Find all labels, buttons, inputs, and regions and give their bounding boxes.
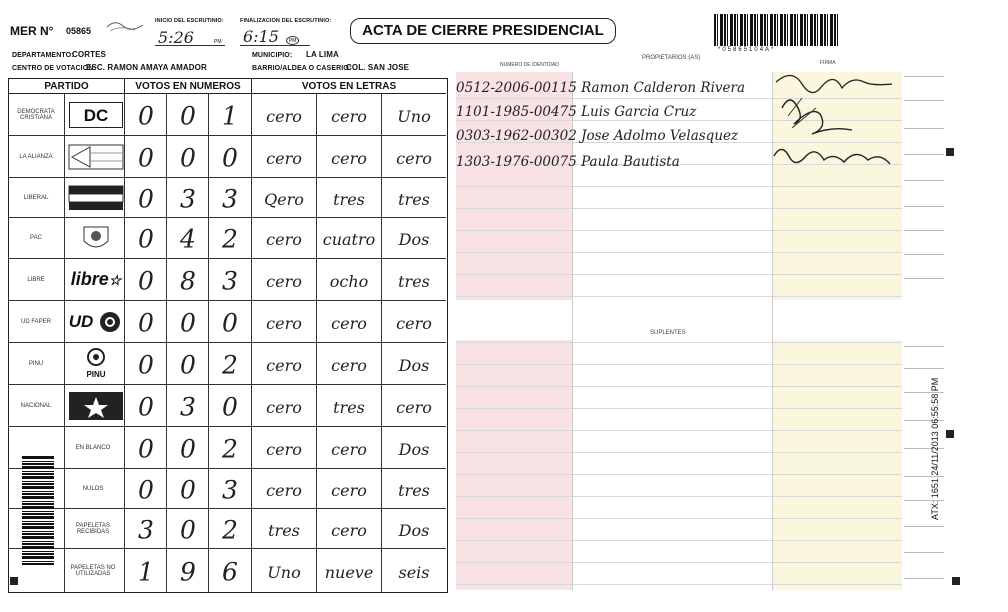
vote-digit: 3 [180, 184, 196, 214]
vote-digit: 2 [222, 515, 238, 545]
vote-word: tres [398, 189, 430, 209]
table-row [9, 549, 446, 592]
vote-word: cero [331, 439, 367, 459]
party-logo [67, 392, 125, 420]
member-entry: 0303-1962-00302 Jose Adolmo Velasquez [456, 128, 739, 144]
registration-mark [946, 148, 954, 156]
vote-digit: 3 [222, 475, 238, 505]
party-name: UD FAPER [20, 318, 51, 325]
inicio-label: INICIO DEL ESCRUTINIO: [155, 18, 224, 24]
row-divider [166, 427, 167, 468]
member-row-line [456, 208, 902, 209]
signatures [772, 68, 902, 178]
vote-word: Dos [398, 439, 430, 459]
row-divider [166, 178, 167, 217]
role-label [904, 278, 944, 279]
row-divider [124, 218, 125, 258]
vote-digit: 0 [180, 434, 196, 464]
row-divider [166, 301, 167, 342]
centro-label: CENTRO DE VOTACION: [12, 65, 96, 72]
row-divider [124, 178, 125, 217]
row-divider [64, 343, 65, 384]
role-label [904, 526, 944, 527]
row-divider [124, 259, 125, 300]
party-logo [67, 308, 125, 336]
registration-mark [946, 430, 954, 438]
row-divider [208, 427, 209, 468]
vote-digit: 9 [180, 557, 196, 587]
row-divider [64, 178, 65, 217]
vote-digit: 0 [138, 266, 154, 296]
role-label [904, 230, 944, 231]
inicio-ampm: PM [214, 39, 222, 45]
row-divider [166, 218, 167, 258]
vote-word: cero [331, 480, 367, 500]
row-label: EN BLANCO [75, 444, 111, 451]
row-divider [208, 259, 209, 300]
vote-word: Dos [398, 355, 430, 375]
member-entry: 1303-1976-00075 Paula Bautista [456, 154, 680, 170]
table-row [9, 509, 446, 549]
vote-digit: 0 [180, 515, 196, 545]
vote-digit: 0 [138, 392, 154, 422]
row-divider [166, 259, 167, 300]
member-row-line [456, 342, 902, 343]
vote-word: cero [331, 148, 367, 168]
vote-digit: 4 [180, 224, 196, 254]
vote-word: cero [266, 480, 302, 500]
member-row-line [456, 518, 902, 519]
vote-digit: 0 [138, 143, 154, 173]
vote-word: cero [266, 271, 302, 291]
firma-label: FIRMA [820, 60, 836, 66]
member-row-line [456, 430, 902, 431]
stamp-mark [105, 17, 145, 35]
row-divider [166, 509, 167, 548]
member-entry: 1101-1985-00475 Luis Garcia Cruz [456, 104, 697, 120]
vote-digit: 0 [180, 350, 196, 380]
member-row-line [456, 408, 902, 409]
vote-word: tres [398, 271, 430, 291]
row-divider [124, 301, 125, 342]
row-label: PAPELETAS RECIBIDAS [75, 522, 111, 535]
table-row [9, 427, 446, 469]
propietarios-label: PROPIETARIOS (AS) [642, 55, 701, 61]
barrio-value: COL. SAN JOSE [346, 63, 410, 72]
vote-digit: 0 [138, 434, 154, 464]
vote-digit: 0 [180, 101, 196, 131]
vote-digit: 2 [222, 350, 238, 380]
role-label [904, 346, 944, 347]
vote-digit: 3 [222, 184, 238, 214]
vote-word: Dos [398, 230, 430, 250]
row-divider [208, 94, 209, 135]
registration-mark [10, 577, 18, 585]
vote-word: Dos [398, 520, 430, 540]
role-label [904, 206, 944, 207]
vote-digit: 3 [222, 266, 238, 296]
party-name: NACIONAL [20, 402, 52, 409]
member-row-line [456, 186, 902, 187]
row-divider [124, 136, 125, 177]
table-row [9, 178, 446, 218]
member-row-line [456, 452, 902, 453]
municipio-label: MUNICIPIO: [252, 52, 293, 59]
role-label [904, 552, 944, 553]
table-row [9, 343, 446, 385]
row-divider [208, 385, 209, 426]
role-label [904, 76, 944, 77]
vote-digit: 1 [222, 101, 238, 131]
departamento-label: DEPARTAMENTO: [12, 52, 74, 59]
vote-word: cero [266, 397, 302, 417]
member-col-line [572, 72, 573, 590]
vote-word: Uno [397, 106, 431, 126]
row-divider [208, 178, 209, 217]
row-divider [208, 343, 209, 384]
row-divider [166, 94, 167, 135]
vote-digit: 1 [138, 557, 154, 587]
vote-word: nueve [324, 562, 374, 582]
row-divider [208, 549, 209, 592]
barrio-label: BARRIO/ALDEA O CASERIO: [252, 65, 352, 72]
role-label [904, 578, 944, 579]
vote-digit: 3 [180, 392, 196, 422]
row-divider [208, 136, 209, 177]
votes-table [8, 78, 448, 593]
liberal-logo [68, 185, 124, 211]
party-logo [67, 266, 125, 294]
row-divider [166, 385, 167, 426]
libre-logo: libre☆ [70, 269, 122, 289]
vote-word: cuatro [322, 230, 376, 250]
row-divider [64, 301, 65, 342]
centro-value: ESC. RAMON AMAYA AMADOR [86, 63, 207, 72]
col-numeros: VOTOS EN NUMEROS [124, 79, 251, 94]
role-label [904, 100, 944, 101]
atx-stamp: ATX: 1651 24/11/2013 06:55:58 PM [930, 377, 940, 520]
document-title: ACTA DE CIERRE PRESIDENCIAL [350, 18, 616, 44]
vote-word: cero [331, 106, 367, 126]
vote-digit: 2 [222, 434, 238, 464]
vote-word: tres [398, 480, 430, 500]
row-divider [64, 259, 65, 300]
table-row [9, 385, 446, 427]
member-row-line [456, 252, 902, 253]
role-label [904, 180, 944, 181]
vote-word: cero [266, 230, 302, 250]
vote-word: Qero [264, 189, 304, 209]
row-divider [64, 136, 65, 177]
row-divider [124, 469, 125, 508]
suplentes-label: SUPLENTES [650, 330, 686, 336]
col-identidad-label: NUMERO DE IDENTIDAD [500, 62, 559, 68]
nacional-logo [68, 391, 124, 421]
vote-word: cero [266, 106, 302, 126]
table-row [9, 301, 446, 343]
role-label [904, 368, 944, 369]
vote-word: cero [396, 397, 432, 417]
pac-logo [76, 223, 116, 253]
member-row-line [456, 230, 902, 231]
party-logo [67, 350, 125, 378]
fin-ampm: PM [286, 36, 299, 45]
party-name: PINU [28, 360, 44, 367]
mer-number: 05865 [66, 26, 92, 36]
departamento-value: CORTES [72, 50, 106, 59]
fin-label: FINALIZACION DEL ESCRUTINIO: [240, 18, 332, 24]
vote-digit: 0 [138, 308, 154, 338]
vote-word: seis [398, 562, 430, 582]
vote-word: tres [268, 520, 300, 540]
party-logo [67, 101, 125, 129]
vote-word: tres [333, 397, 365, 417]
inicio-value: 5:26 [158, 28, 194, 47]
member-row-line [456, 584, 902, 585]
vote-digit: 0 [138, 475, 154, 505]
table-row [9, 94, 446, 136]
row-divider [124, 549, 125, 592]
row-divider [124, 509, 125, 548]
vote-digit: 0 [222, 308, 238, 338]
dc-logo: DC [69, 102, 123, 128]
party-name: LIBRE [27, 276, 45, 283]
member-row-line [456, 562, 902, 563]
vote-word: Uno [267, 562, 301, 582]
col-letras: VOTOS EN LETRAS [251, 79, 446, 94]
member-row-line [456, 386, 902, 387]
ud-logo: UD [69, 309, 124, 335]
vote-word: ocho [329, 271, 369, 291]
table-row [9, 469, 446, 509]
member-row-line [456, 364, 902, 365]
vote-word: cero [396, 148, 432, 168]
registration-mark [952, 577, 960, 585]
table-row [9, 136, 446, 178]
vote-digit: 0 [222, 392, 238, 422]
row-divider [208, 218, 209, 258]
member-entry: 0512-2006-00115 Ramon Calderon Rivera [456, 80, 746, 96]
yellow-column-bottom [772, 340, 902, 590]
member-row-line [456, 474, 902, 475]
vote-word: cero [331, 520, 367, 540]
party-logo [67, 184, 125, 212]
vote-digit: 0 [138, 184, 154, 214]
member-row-line [456, 540, 902, 541]
role-label [904, 254, 944, 255]
row-divider [64, 94, 65, 135]
row-divider [166, 469, 167, 508]
row-divider [166, 343, 167, 384]
vote-digit: 0 [180, 475, 196, 505]
vote-digit: 0 [180, 143, 196, 173]
role-label [904, 154, 944, 155]
vote-word: cero [331, 355, 367, 375]
party-name: PAC [30, 235, 42, 241]
row-divider [208, 509, 209, 548]
fin-line [240, 34, 310, 46]
vote-digit: 0 [180, 308, 196, 338]
row-divider [124, 427, 125, 468]
vote-word: cero [266, 148, 302, 168]
row-divider [124, 385, 125, 426]
row-divider [64, 218, 65, 258]
party-logo [67, 143, 125, 171]
municipio-value: LA LIMA [306, 50, 339, 59]
vote-digit: 0 [138, 224, 154, 254]
col-partido: PARTIDO [9, 79, 124, 94]
member-row-line [456, 296, 902, 297]
alianza-logo [68, 144, 124, 170]
fin-value: 6:15 [243, 27, 279, 46]
row-divider [208, 469, 209, 508]
vote-digit: 0 [138, 101, 154, 131]
barcode-vertical [22, 455, 54, 565]
vote-digit: 2 [222, 224, 238, 254]
row-divider [166, 136, 167, 177]
pinu-logo: PINU [85, 348, 107, 379]
member-row-line [456, 274, 902, 275]
party-name: LA ALIANZA [19, 153, 53, 160]
vote-digit: 3 [138, 515, 154, 545]
party-name: DEMOCRATA CRISTIANA [17, 108, 55, 121]
row-divider [64, 385, 65, 426]
vote-word: tres [333, 189, 365, 209]
vote-word: cero [266, 355, 302, 375]
row-divider [124, 94, 125, 135]
role-label [904, 128, 944, 129]
barcode-top-text: *05865104A* [718, 47, 776, 53]
vote-digit: 0 [222, 143, 238, 173]
vote-word: cero [331, 313, 367, 333]
vote-digit: 0 [138, 350, 154, 380]
party-name: LIBERAL [23, 194, 49, 201]
party-logo [67, 224, 125, 252]
member-row-line [456, 496, 902, 497]
vote-word: cero [396, 313, 432, 333]
row-label: NULOS [82, 485, 104, 492]
table-row [9, 259, 446, 301]
vote-digit: 6 [222, 557, 238, 587]
vote-digit: 8 [180, 266, 196, 296]
table-row [9, 218, 446, 259]
row-divider [208, 301, 209, 342]
vote-word: cero [266, 439, 302, 459]
row-label: PAPELETAS NO UTILIZADAS [70, 564, 116, 577]
pink-column-bottom [456, 340, 572, 590]
row-divider [124, 343, 125, 384]
row-divider [166, 549, 167, 592]
mer-label: MER N° [10, 24, 54, 38]
vote-word: cero [266, 313, 302, 333]
barcode-top [714, 14, 838, 46]
